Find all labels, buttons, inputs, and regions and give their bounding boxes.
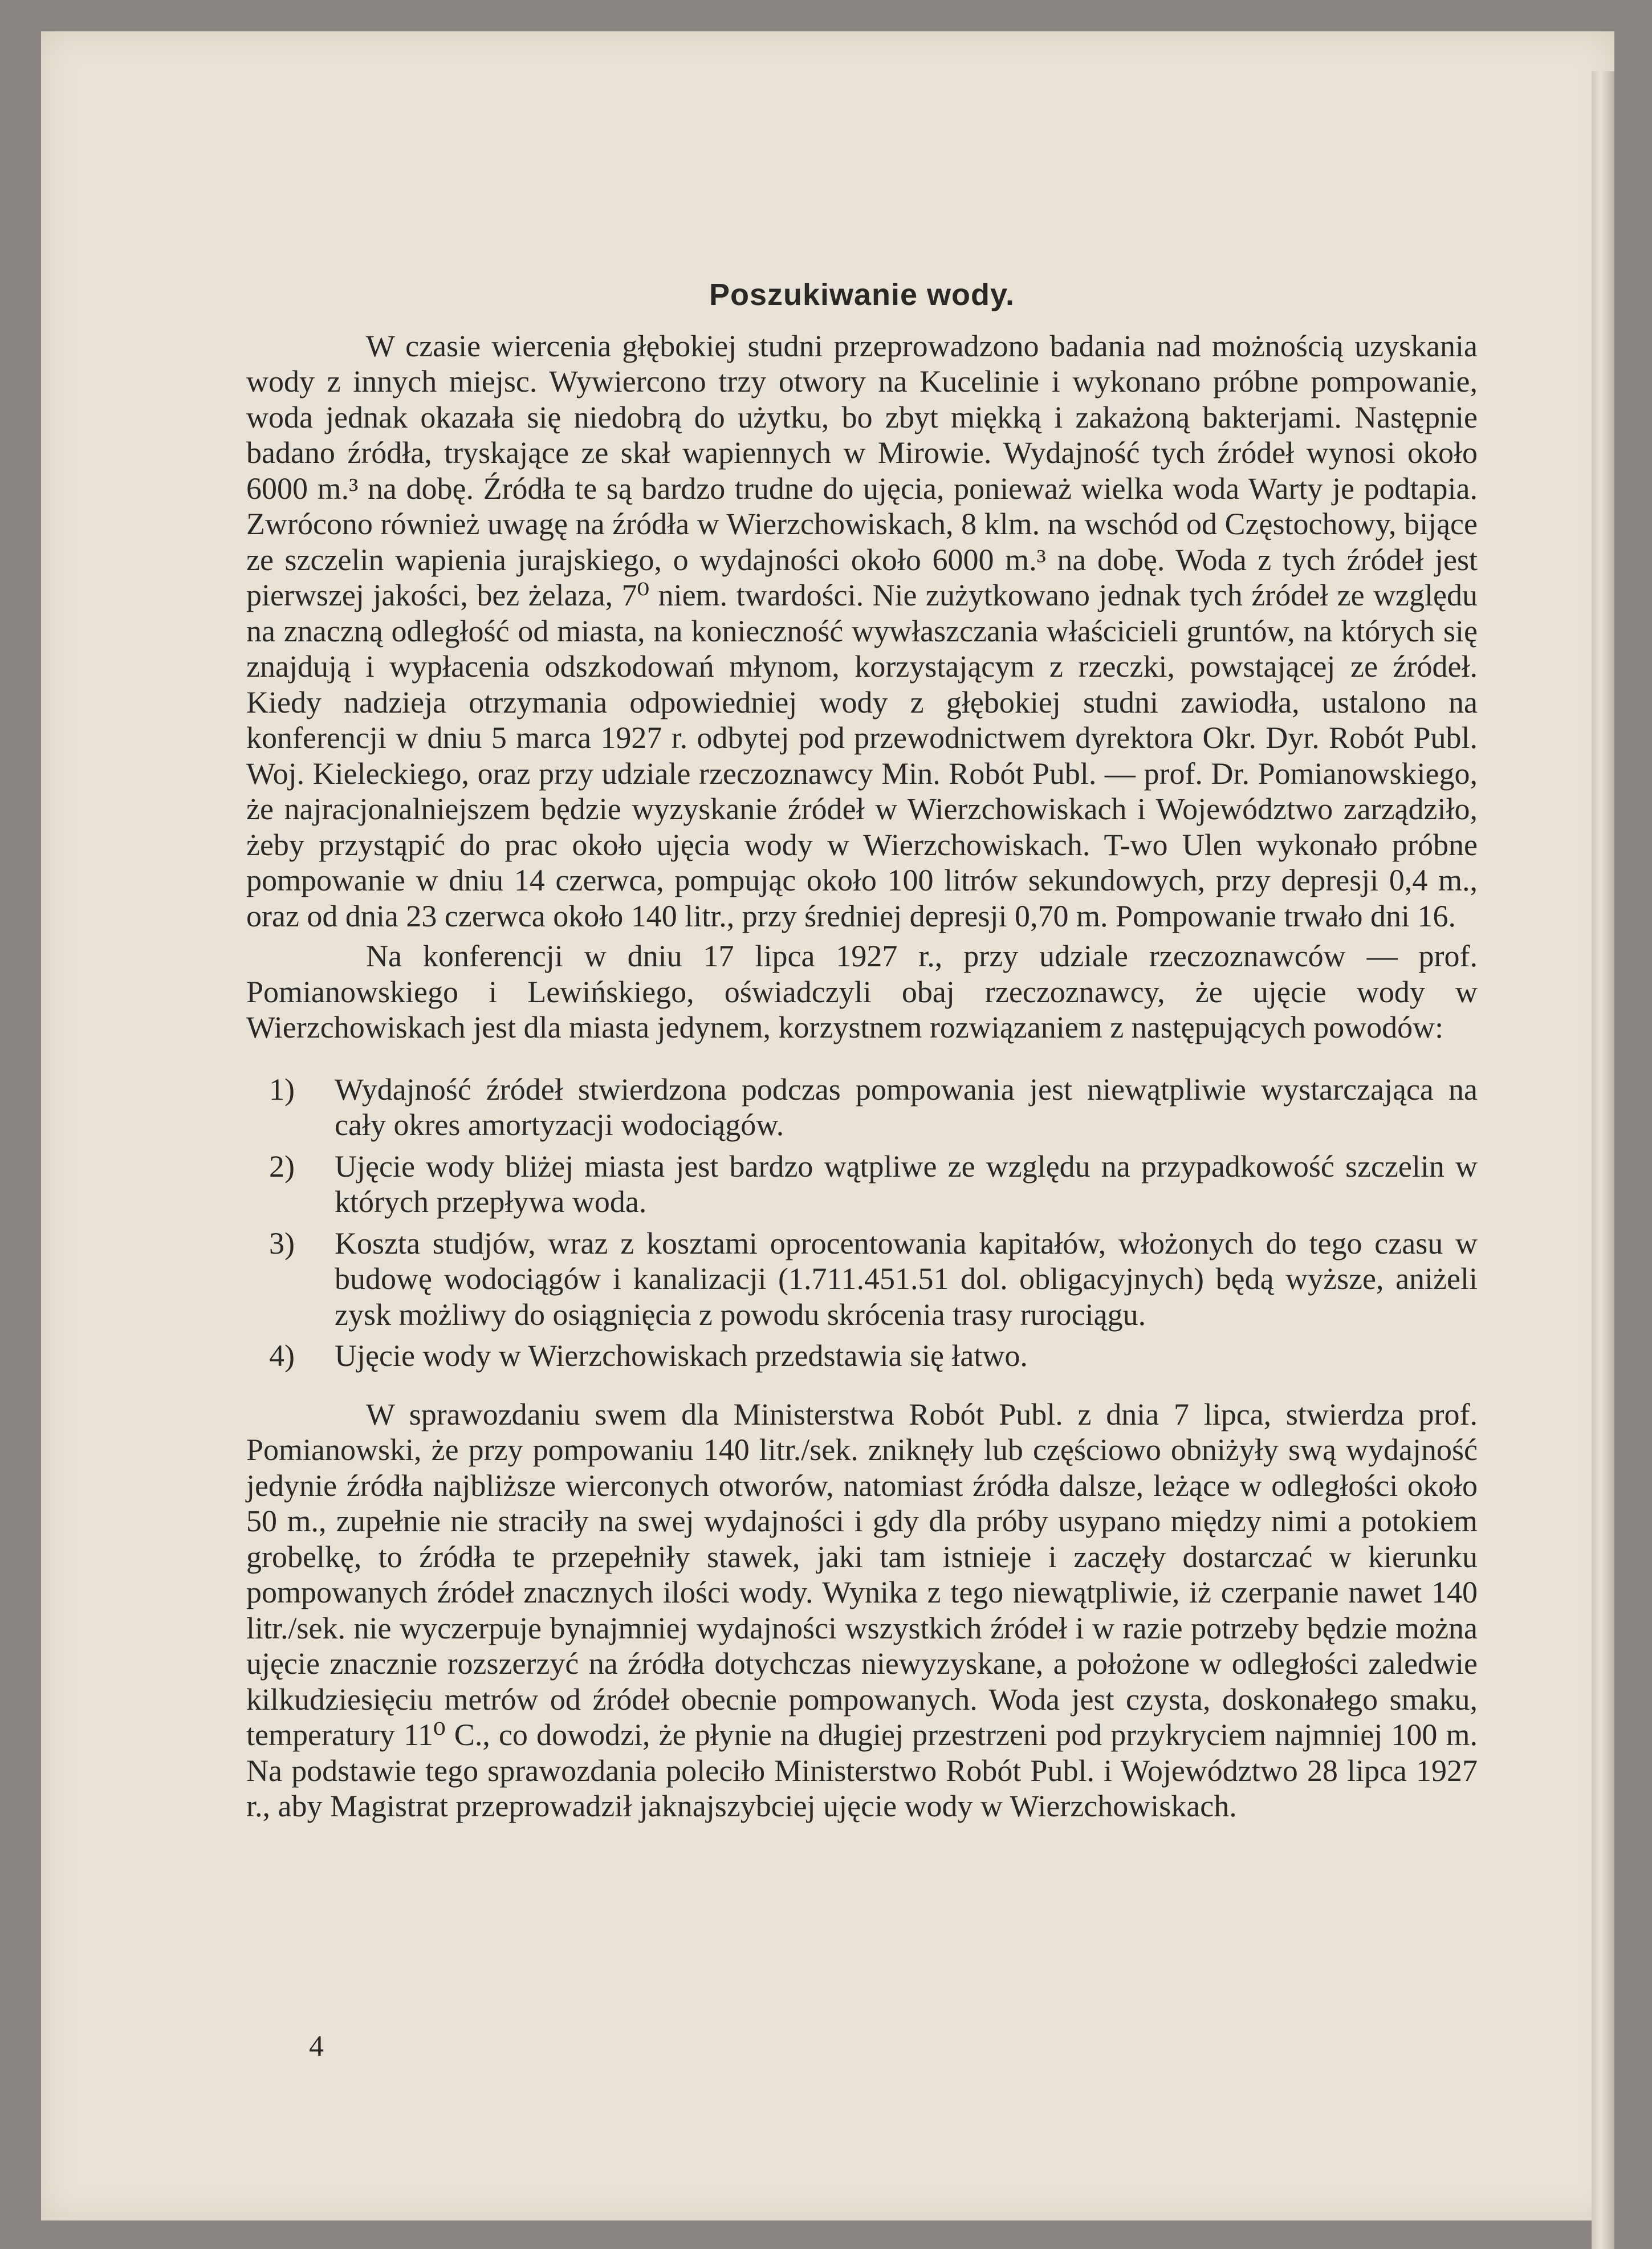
list-item-text: Ujęcie wody bliżej miasta jest bardzo wątpliwe ze względu na przypadkowość szczelin w których przepływa woda. [335, 1149, 1478, 1219]
paragraph-2: Na konferencji w dniu 17 lipca 1927 r., przy udziale rzeczoznawców — prof. Pomianowskiego i Lewińskiego, oświadczyli obaj rzeczoznawcy, że ujęcie wody w Wierzchowiskach jest dla miasta jedynem, korzystnem rozwiązaniem z następujących powodów: [246, 939, 1478, 1045]
list-item-text: Ujęcie wody w Wierzchowiskach przedstawia się łatwo. [335, 1339, 1028, 1373]
page-content [246, 276, 1478, 1824]
list-marker: 4) [269, 1339, 295, 1373]
list-marker: 3) [269, 1226, 295, 1260]
list-marker: 1) [269, 1072, 295, 1107]
list-marker: 2) [269, 1149, 295, 1184]
reasons-list [246, 1072, 1478, 1374]
section-heading: Poszukiwanie wody. [709, 278, 1015, 312]
list-item-text: Koszta studjów, wraz z kosztami oprocentowania kapitałów, włożonych do tego czasu w budowę wodociągów i kanalizacji (1.711.451.51 dol. obligacyjnych) będą wyższe, aniżeli zysk możliwy do osiągnięcia z powodu skrócenia trasy rurociągu. [335, 1226, 1478, 1332]
document-page [41, 31, 1614, 2220]
list-item [246, 1226, 1478, 1333]
list-item [246, 1338, 1478, 1374]
book-spine-edge [1592, 71, 1614, 2249]
page-number: 4 [309, 2030, 324, 2063]
list-item-text: Wydajność źródeł stwierdzona podczas pompowania jest niewątpliwie wystarczająca na cały okres amortyzacji wodociągów. [335, 1072, 1478, 1142]
list-item [246, 1149, 1478, 1220]
list-item [246, 1072, 1478, 1143]
paragraph-1: W czasie wiercenia głębokiej studni przeprowadzono badania nad możnością uzyskania wody z innych miejsc. Wywiercono trzy otwory na Kucelinie i wykonano próbne pompowanie, woda jednak okazała się niedobrą do użytku, bo zbyt miękką i zakażoną bakterjami. Następnie badano źródła, tryskające ze skał wapiennych w Mirowie. Wydajność tych źródeł wynosi około 6000 m.³ na dobę. Źródła te są bardzo trudne do ujęcia, ponieważ wielka woda Warty je podtapia. Zwrócono również uwagę na źródła w Wierzchowiskach, 8 klm. na wschód od Częstochowy, bijące ze szczelin wapienia jurajskiego, o wydajności około 6000 m.³ na dobę. Woda z tych źródeł jest pierwszej jakości, bez żelaza, 7⁰ niem. twardości. Nie zużytkowano jednak tych źródeł ze względu na znaczną odległość od miasta, na konieczność wywłaszczania właścicieli gruntów, na których się znajdują i wypłacenia odszkodowań młynom, korzystającym z rzeczki, powstającej ze źródeł. Kiedy nadzieja otrzymania odpowiedniej wody z głębokiej studni zawiodła, ustalono na konferencji w dniu 5 marca 1927 r. odbytej pod przewodnictwem dyrektora Okr. Dyr. Robót Publ. Woj. Kieleckiego, oraz przy udziale rzeczoznawcy Min. Robót Publ. — prof. Dr. Pomianowskiego, że najracjonalniejszem będzie wyzyskanie źródeł w Wierzchowiskach i Województwo zarządziło, żeby przystąpić do prac około ujęcia wody w Wierzchowiskach. T-wo Ulen wykonało próbne pompowanie w dniu 14 czerwca, pompując około 100 litrów sekundowych, przy depresji 0,4 m., oraz od dnia 23 czerwca około 140 litr., przy średniej depresji 0,70 m. Pompowanie trwało dni 16. [246, 328, 1478, 933]
closing-paragraph: W sprawozdaniu swem dla Ministerstwa Robót Publ. z dnia 7 lipca, stwierdza prof. Pomianowski, że przy pompowaniu 140 litr./sek. zniknęły lub częściowo obniżyły swą wydajność jedynie źródła najbliższe wierconych otworów, natomiast źródła dalsze, leżące w odległości około 50 m., zupełnie nie straciły na swej wydajności i gdy dla próby usypano między nimi a potokiem grobelkę, to źródła te przepełniły stawek, jaki tam istnieje i zaczęły dostarczać w kierunku pompowanych źródeł znacznych ilości wody. Wynika z tego niewątpliwie, iż czerpanie nawet 140 litr./sek. nie wyczerpuje bynajmniej wydajności wszystkich źródeł i w razie potrzeby będzie można ujęcie znacznie rozszerzyć na źródła dotychczas niewyzyskane, a położone w odległości zaledwie kilkudziesięciu metrów od źródeł obecnie pompowanych. Woda jest czysta, doskonałego smaku, temperatury 11⁰ C., co dowodzi, że płynie na długiej przestrzeni pod przykryciem najmniej 100 m. Na podstawie tego sprawozdania poleciło Ministerstwo Robót Publ. i Województwo 28 lipca 1927 r., aby Magistrat przeprowadził jaknajszybciej ujęcie wody w Wierzchowiskach. [246, 1397, 1478, 1824]
